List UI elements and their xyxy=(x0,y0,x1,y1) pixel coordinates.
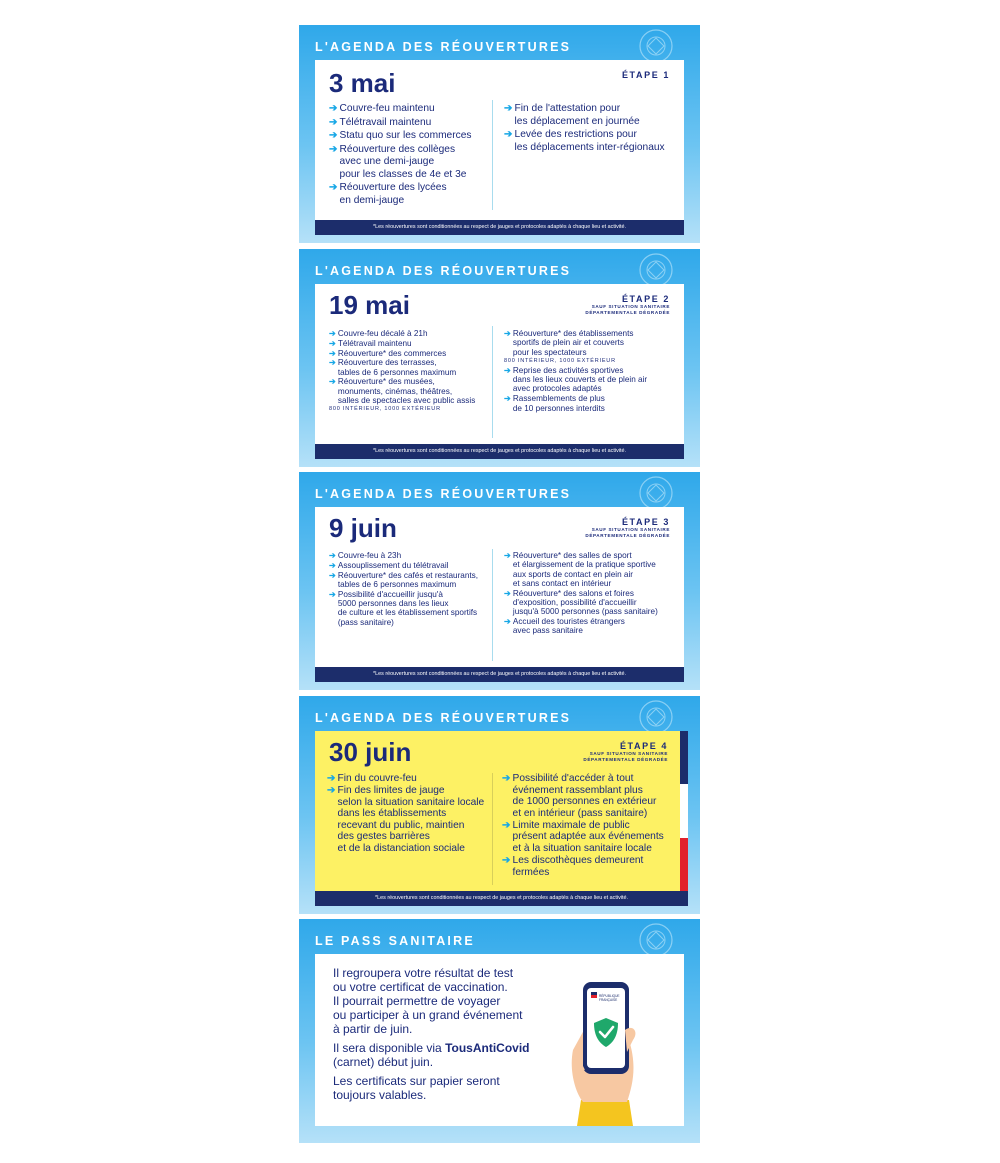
arrow-icon: ➔ xyxy=(329,338,336,348)
panel-step-1 xyxy=(299,25,700,243)
step-card xyxy=(315,284,684,444)
arrow-icon: ➔ xyxy=(504,617,511,627)
list-item: ➔ Télétravail maintenu xyxy=(329,116,432,128)
list-item: ➔ Reprise des activités sportives dans les lieux couverts et de plein air avec protocoles adaptés xyxy=(504,365,648,394)
flag-blue xyxy=(680,731,688,784)
pass-card xyxy=(315,954,684,1126)
list-item: ➔ Réouverture* des salles de sport et élargissement de la pratique sportive aux sports de contact en plein air et sans contact en intérieur xyxy=(504,551,656,588)
arrow-icon: ➔ xyxy=(329,570,336,580)
step-number: ÉTAPE 4 xyxy=(619,741,668,751)
step-date: 3 mai xyxy=(329,68,396,98)
step-condition: SAUF SITUATION SANITAIRE DÉPARTEMENTALE DÉGRADÉE xyxy=(583,751,668,762)
right-column xyxy=(504,329,684,413)
arrow-icon: ➔ xyxy=(502,819,511,831)
arrow-icon: ➔ xyxy=(329,551,336,560)
list-item: ➔ Rassemblements de plus de 10 personnes interdits xyxy=(504,394,605,413)
phone-label: RÉPUBLIQUE xyxy=(599,994,620,998)
sleeve xyxy=(577,1100,633,1126)
arrow-icon: ➔ xyxy=(329,116,338,128)
left-column xyxy=(329,103,494,208)
footer-note: *Les réouvertures sont conditionnées au respect de jauges et protocoles adaptés à chaque lieu et activité. xyxy=(315,667,684,682)
phone-in-hand-illustration xyxy=(567,980,651,1126)
arrow-icon: ➔ xyxy=(329,348,336,358)
arrow-icon: ➔ xyxy=(502,855,511,867)
list-item: ➔ Couvre-feu maintenu xyxy=(329,103,435,114)
step-card xyxy=(315,60,684,220)
arrow-icon: ➔ xyxy=(504,551,511,560)
panel-title: L'AGENDA DES RÉOUVERTURES xyxy=(315,487,572,501)
column-divider xyxy=(492,773,493,885)
arrow-icon: ➔ xyxy=(329,329,336,338)
capacity-caption: 800 INTÉRIEUR, 1000 EXTÉRIEUR xyxy=(504,357,616,364)
panel-title: L'AGENDA DES RÉOUVERTURES xyxy=(315,264,572,278)
pass-paragraph: Les certificats sur papier seront toujours valables. xyxy=(333,1074,500,1102)
step-card xyxy=(315,731,682,891)
svg-text:FRANÇAISE: FRANÇAISE xyxy=(599,998,618,1002)
list-item: ➔ Réouverture* des musées, monuments, cinémas, théâtres, salles de spectacles avec public assis xyxy=(329,377,476,406)
step-date: 30 juin xyxy=(329,737,412,767)
list-item: ➔ Limite maximale de public présent adaptée aux événements et à la situation sanitaire locale xyxy=(502,819,664,855)
list-item: ➔ Couvre-feu décalé à 21h xyxy=(329,329,428,338)
step-label xyxy=(585,294,670,315)
list-item: ➔ Réouverture des lycées en demi-jauge xyxy=(329,182,447,206)
pass-paragraph: Il regroupera votre résultat de test ou votre certificat de vaccination. Il pourrait permettre de voyager ou participer à un grand événement à partir de juin. xyxy=(333,966,523,1036)
step-card xyxy=(315,507,684,667)
panel-step-2 xyxy=(299,249,700,467)
arrow-icon: ➔ xyxy=(327,785,336,797)
pass-paragraph: Il sera disponible via TousAntiCovid (carnet) début juin. xyxy=(333,1041,530,1069)
arrow-icon: ➔ xyxy=(504,588,511,598)
arrow-icon: ➔ xyxy=(329,358,336,368)
panel-step-3 xyxy=(299,472,700,690)
list-item: ➔ Possibilité d'accéder à tout événement rassemblant plus de 1000 personnes en extérieur et en intérieur (pass sanitaire) xyxy=(502,773,657,819)
footer-note: *Les réouvertures sont conditionnées au respect de jauges et protocoles adaptés à chaque lieu et activité. xyxy=(315,444,684,459)
arrow-icon: ➔ xyxy=(329,103,338,114)
list-item: ➔ Réouverture des collèges avec une demi-jauge pour les classes de 4e et 3e xyxy=(329,143,467,180)
column-divider xyxy=(492,100,493,210)
list-item: ➔ Couvre-feu à 23h xyxy=(329,551,402,560)
column-divider xyxy=(492,549,493,661)
panel-step-4 xyxy=(299,696,700,914)
arrow-icon: ➔ xyxy=(329,589,336,599)
step-date: 19 mai xyxy=(329,290,410,320)
step-label xyxy=(622,70,670,80)
step-date: 9 juin xyxy=(329,513,397,543)
arrow-icon: ➔ xyxy=(329,143,338,155)
step-number: ÉTAPE 2 xyxy=(621,294,670,304)
arrow-icon: ➔ xyxy=(504,103,513,114)
panel-title: LE PASS SANITAIRE xyxy=(315,934,475,948)
list-item: ➔ Fin de l'attestation pour les déplacement en journée xyxy=(504,103,640,127)
french-flag-stripe xyxy=(680,731,688,891)
list-item: ➔ Réouverture* des établissements sportifs de plein air et couverts pour les spectateurs xyxy=(504,329,634,357)
list-item: ➔ Télétravail maintenu xyxy=(329,338,412,348)
arrow-icon: ➔ xyxy=(504,365,511,375)
list-item: ➔ Réouverture* des salons et foires d'exposition, possibilité d'accueillir jusqu'à 5000 personnes (pass sanitaire) xyxy=(504,588,658,617)
flag-white xyxy=(680,784,688,838)
arrow-icon: ➔ xyxy=(502,773,511,784)
panel-pass-sanitaire xyxy=(299,919,700,1143)
left-column xyxy=(327,773,497,855)
pass-text xyxy=(333,966,561,1107)
list-item: ➔ Fin des limites de jauge selon la situation sanitaire locale dans les établissements recevant du public, maintien des gestes barrières et de la distanciation sociale xyxy=(327,785,485,855)
arrow-icon: ➔ xyxy=(504,329,511,338)
right-column xyxy=(504,103,684,155)
left-column xyxy=(329,329,499,412)
step-condition: SAUF SITUATION SANITAIRE DÉPARTEMENTALE DÉGRADÉE xyxy=(585,527,670,538)
list-item: ➔ Assouplissement du télétravail xyxy=(329,560,449,570)
column-divider xyxy=(492,326,493,438)
step-condition: SAUF SITUATION SANITAIRE DÉPARTEMENTALE DÉGRADÉE xyxy=(585,304,670,315)
list-item: ➔ Statu quo sur les commerces xyxy=(329,130,472,141)
list-item: ➔ Possibilité d'accueillir jusqu'à 5000 personnes dans les lieux de culture et les établissement sportifs (pass sanitaire) xyxy=(329,589,478,627)
right-column xyxy=(504,551,684,636)
arrow-icon: ➔ xyxy=(329,130,338,141)
flag-red xyxy=(680,838,688,891)
step-label xyxy=(583,741,668,762)
panel-title: L'AGENDA DES RÉOUVERTURES xyxy=(315,711,572,725)
list-item: ➔ Les discothèques demeurent fermées xyxy=(502,855,644,878)
list-item: ➔ Réouverture* des cafés et restaurants, tables de 6 personnes maximum xyxy=(329,570,479,589)
arrow-icon: ➔ xyxy=(504,129,513,140)
list-item: ➔ Levée des restrictions pour les déplacements inter-régionaux xyxy=(504,129,665,153)
arrow-icon: ➔ xyxy=(327,773,336,784)
arrow-icon: ➔ xyxy=(329,560,336,570)
step-label xyxy=(585,517,670,538)
app-name: TousAntiCovid xyxy=(445,1041,530,1055)
capacity-caption: 800 INTÉRIEUR, 1000 EXTÉRIEUR xyxy=(329,406,441,413)
arrow-icon: ➔ xyxy=(329,182,338,193)
step-number: ÉTAPE 1 xyxy=(621,70,670,80)
arrow-icon: ➔ xyxy=(504,394,511,404)
step-number: ÉTAPE 3 xyxy=(621,517,670,527)
left-column xyxy=(329,551,499,627)
list-item: ➔ Réouverture des terrasses, tables de 6 personnes maximum xyxy=(329,358,457,377)
arrow-icon: ➔ xyxy=(329,377,336,387)
list-item: ➔ Fin du couvre-feu xyxy=(327,773,417,784)
right-column xyxy=(502,773,682,879)
panel-title: L'AGENDA DES RÉOUVERTURES xyxy=(315,40,572,54)
list-item: ➔ Accueil des touristes étrangers avec pass sanitaire xyxy=(504,617,625,636)
list-item: ➔ Réouverture* des commerces xyxy=(329,348,447,358)
footer-note: *Les réouvertures sont conditionnées au respect de jauges et protocoles adaptés à chaque lieu et activité. xyxy=(315,891,688,906)
footer-note: *Les réouvertures sont conditionnées au respect de jauges et protocoles adaptés à chaque lieu et activité. xyxy=(315,220,684,235)
